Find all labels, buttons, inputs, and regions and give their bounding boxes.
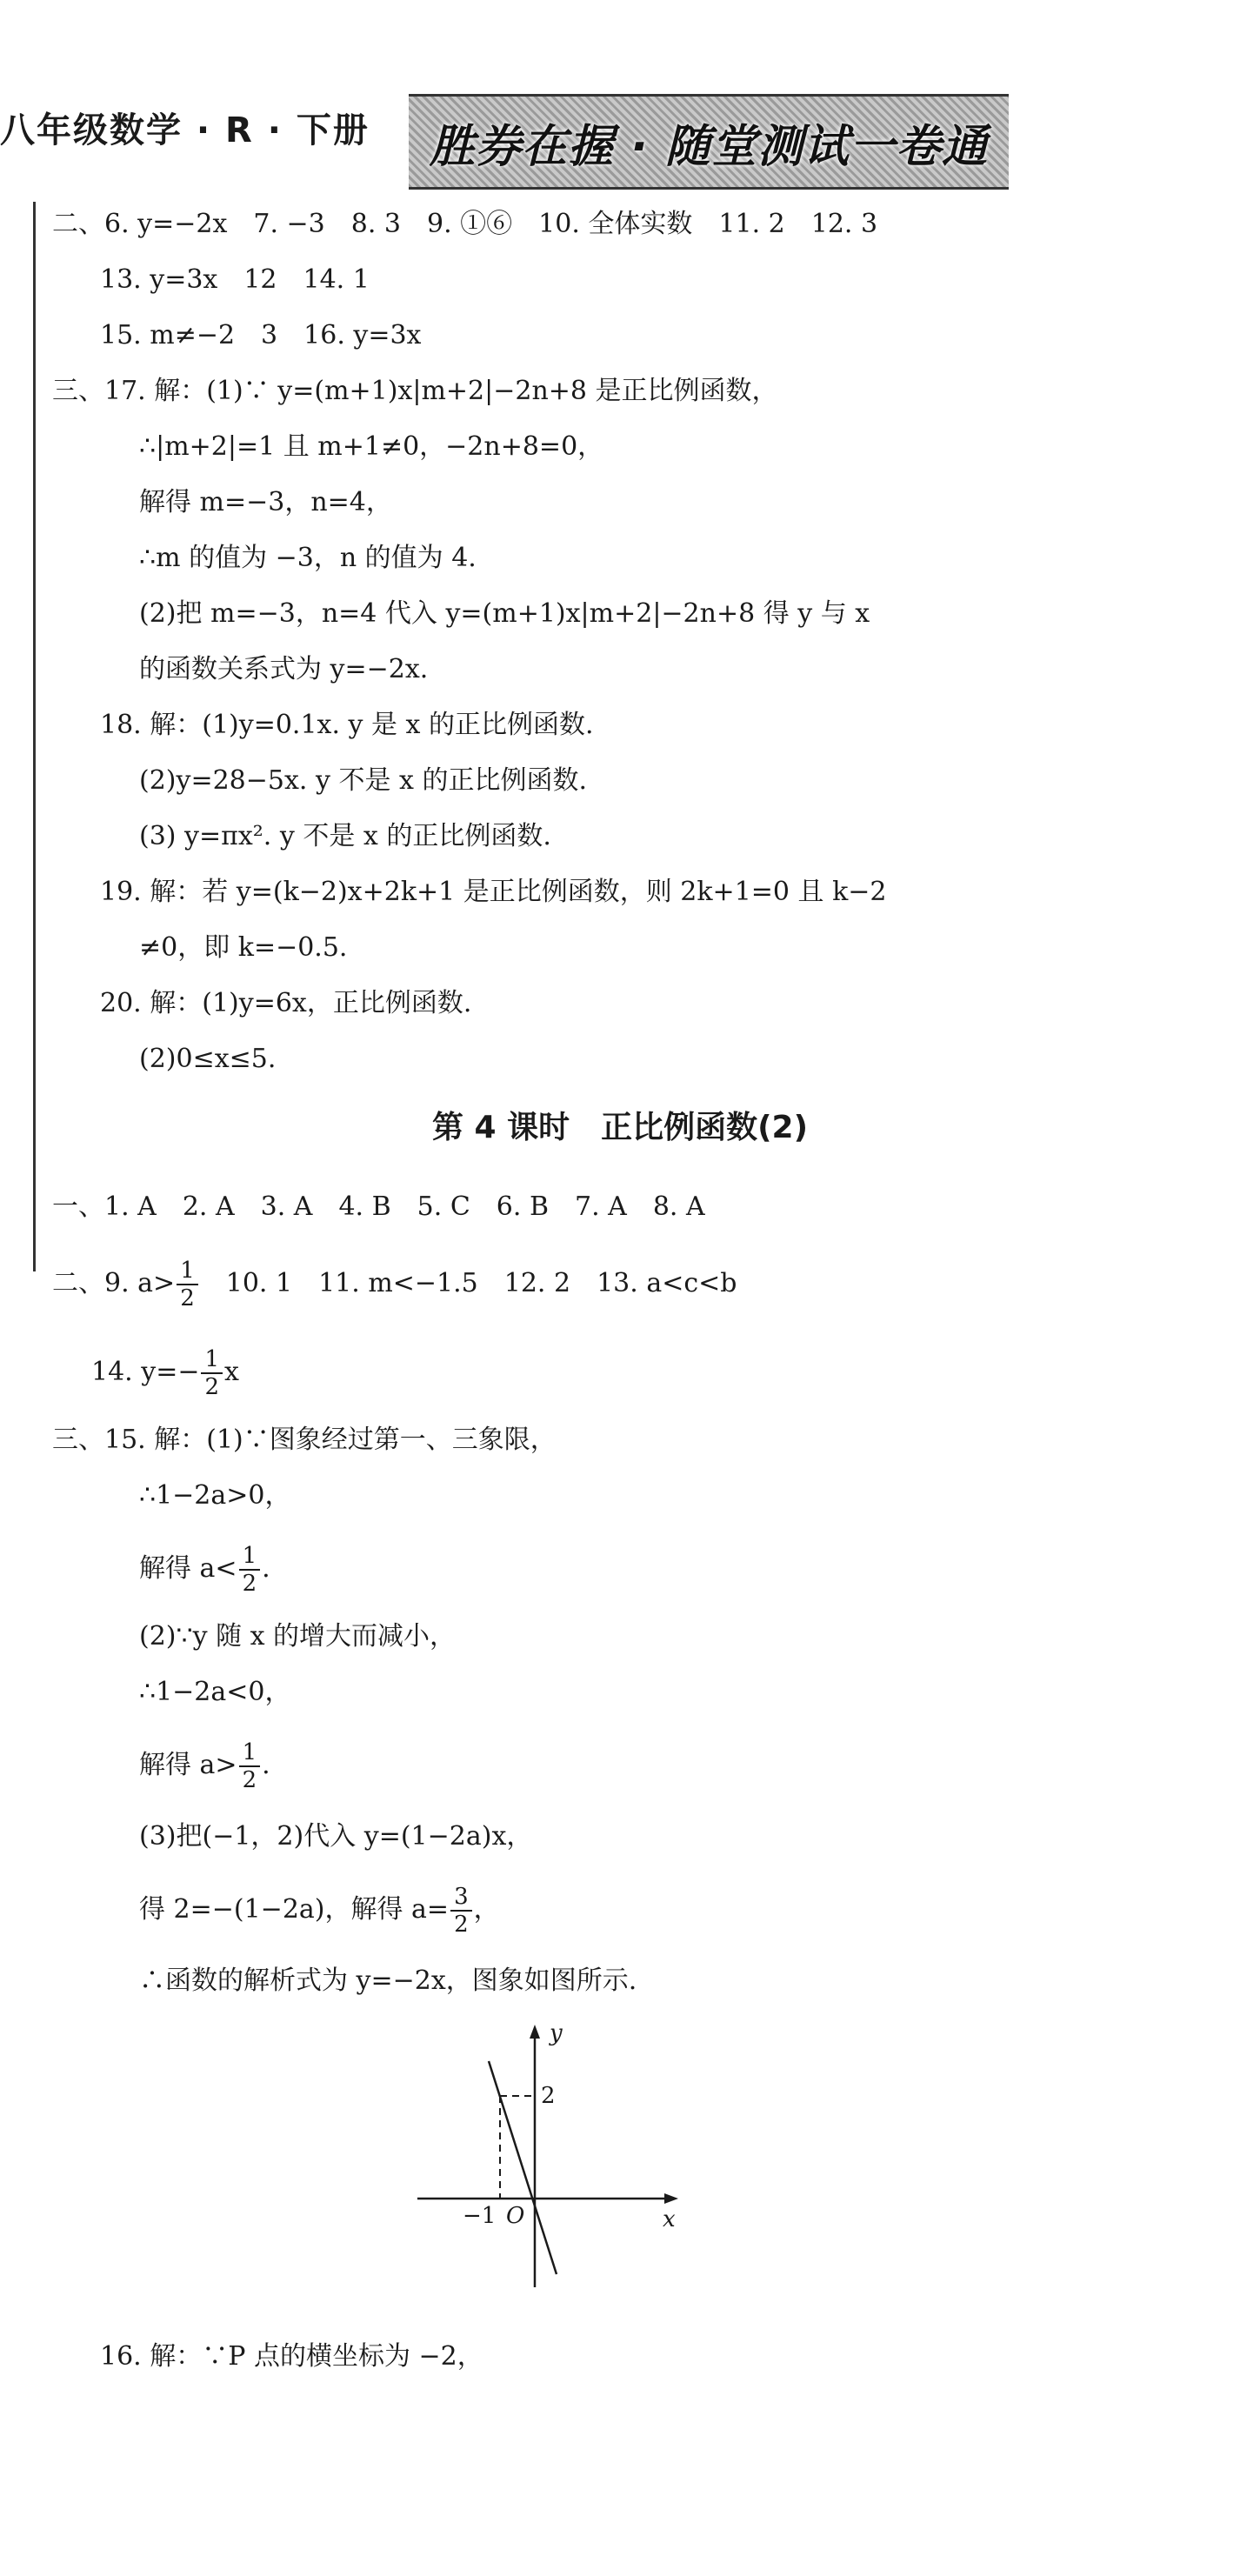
answer-line: ∴1−2a<0， — [139, 1677, 291, 1707]
fraction-denominator: 2 — [204, 1374, 220, 1400]
answer-line: ∴|m+2|=1 且 m+1≠0，−2n+8=0， — [139, 431, 604, 462]
answer-line: 15. m≠−2 3 16. y=3x — [100, 320, 422, 350]
answer-line: 的函数关系式为 y=−2x. — [139, 654, 429, 684]
fraction — [177, 1258, 198, 1311]
answer-line: ∴1−2a>0， — [139, 1480, 291, 1511]
answer-text: 得 2=−(1−2a)，解得 a= — [139, 1894, 450, 1925]
answer-line: 16. 解：∵P 点的横坐标为 −2， — [100, 2341, 483, 2372]
answer-text: 10. 1 11. m<−1.5 12. 2 13. a<c<b — [225, 1268, 737, 1298]
fraction-numerator: 1 — [177, 1258, 198, 1285]
answer-text: . — [262, 1750, 270, 1780]
function-graph — [409, 2018, 696, 2296]
fraction-denominator: 2 — [242, 1571, 257, 1597]
answer-text: . — [262, 1553, 270, 1584]
answer-text: 二、9. a> — [52, 1268, 176, 1298]
answer-line: (2)∵y 随 x 的增大而减小， — [139, 1621, 457, 1652]
answer-line: ∴m 的值为 −3，n 的值为 4. — [139, 543, 477, 573]
answer-line: 三、15. 解：(1)∵图象经过第一、三象限， — [52, 1425, 557, 1455]
fraction-denominator: 2 — [180, 1285, 195, 1311]
fraction-numerator: 3 — [450, 1884, 472, 1912]
answer-line: ∴函数的解析式为 y=−2x，图象如图所示. — [139, 1965, 637, 1996]
answer-line: (3)把(−1，2)代入 y=(1−2a)x， — [139, 1821, 533, 1852]
answer-text: ， — [473, 1894, 500, 1925]
answer-line: 解得 m=−3，n=4， — [139, 487, 392, 517]
series-banner — [409, 94, 1009, 190]
answer-line: (2)0≤x≤5. — [139, 1044, 277, 1074]
fraction-numerator: 1 — [201, 1346, 223, 1374]
series-banner-text: 胜券在握 · 随堂测试一卷通 — [430, 120, 988, 173]
x-axis-label: x — [663, 2206, 676, 2232]
answer-line: ≠0，即 k=−0.5. — [139, 932, 348, 963]
answer-text: x — [224, 1357, 239, 1387]
answer-line: 18. 解：(1)y=0.1x. y 是 x 的正比例函数. — [100, 710, 594, 740]
answer-line — [139, 1884, 500, 1938]
answer-line — [91, 1346, 239, 1400]
x-tick-label: −1 — [463, 2203, 497, 2229]
answer-line: 三、17. 解：(1)∵ y=(m+1)x|m+2|−2n+8 是正比例函数， — [52, 376, 778, 406]
fraction — [450, 1884, 472, 1938]
y-axis-arrow — [530, 2025, 540, 2039]
answer-line: 二、6. y=−2x 7. −3 8. 3 9. ①⑥ 10. 全体实数 11. 2 12. 3 — [52, 209, 878, 239]
fraction — [239, 1543, 261, 1597]
fraction-numerator: 1 — [239, 1543, 261, 1571]
answer-line: 13. y=3x 12 14. 1 — [100, 264, 370, 295]
answer-line — [52, 1258, 737, 1311]
x-axis-arrow — [664, 2193, 678, 2204]
answer-line: 19. 解：若 y=(k−2)x+2k+1 是正比例函数，则 2k+1=0 且 k−2 — [100, 877, 887, 907]
answer-line — [139, 1739, 270, 1793]
answer-line: 20. 解：(1)y=6x，正比例函数. — [100, 988, 472, 1018]
fraction-denominator: 2 — [242, 1767, 257, 1793]
answer-line: 一、1. A 2. A 3. A 4. B 5. C 6. B 7. A 8. A — [52, 1191, 705, 1222]
book-title: 八年级数学 · R · 下册 — [0, 110, 370, 150]
answer-line — [139, 1543, 270, 1597]
answer-line: (3) y=πx². y 不是 x 的正比例函数. — [139, 821, 551, 851]
answer-text: 解得 a< — [139, 1553, 237, 1584]
answer-text: 14. y=− — [91, 1357, 200, 1387]
fraction-numerator: 1 — [239, 1739, 261, 1767]
y-axis-label: y — [550, 2020, 563, 2046]
fraction — [239, 1739, 261, 1793]
origin-label: O — [506, 2203, 525, 2229]
y-tick-label: 2 — [541, 2083, 556, 2109]
answer-line: (2)y=28−5x. y 不是 x 的正比例函数. — [139, 765, 587, 796]
answer-text: 解得 a> — [139, 1750, 237, 1780]
answer-line: (2)把 m=−3，n=4 代入 y=(m+1)x|m+2|−2n+8 得 y 与 x — [139, 598, 870, 629]
fraction — [201, 1346, 223, 1400]
section-title: 第 4 课时 正比例函数(2) — [431, 1110, 809, 1145]
fraction-denominator: 2 — [454, 1912, 469, 1938]
